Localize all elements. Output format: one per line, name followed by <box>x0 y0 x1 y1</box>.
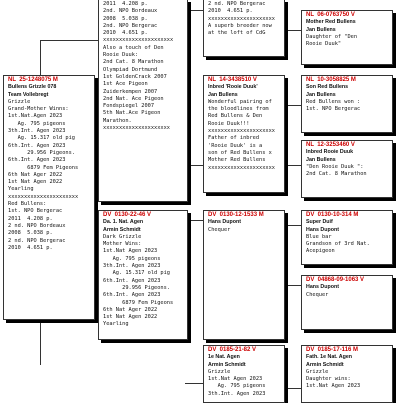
detail-line: xxxxxxxxxxxxxxxxxxxxx <box>208 164 275 171</box>
detail-line: xxxxxxxxxxxxxxxxxxxxx <box>103 125 170 132</box>
pigeon-name: 1e Nat. Agen <box>208 354 240 361</box>
ring-number: DV 0130-10-314 M <box>306 212 359 218</box>
owner-name: Armin Schmidt <box>103 226 141 233</box>
detail-line: Daughter wins: <box>306 376 351 383</box>
detail-line: at the loft of CdG <box>208 30 266 37</box>
detail-line: Ag. 795 pigeons <box>103 255 161 262</box>
pigeon-name: Da. 1. Nat. Agen <box>103 219 144 226</box>
detail-line: xxxxxxxxxxxxxxxxxxxxxx <box>8 193 79 200</box>
owner-name: Jan Bullens <box>306 91 336 98</box>
connector-line <box>40 40 41 75</box>
detail-line: 29.956 Pigeons. <box>8 149 75 156</box>
owner-name: Hans Dupont <box>306 284 339 291</box>
pigeon-name: Mother Red Bullens <box>306 19 356 26</box>
detail-line: Ag. 795 pigeons <box>208 383 266 390</box>
pigeon-name: Bullens Grizzle 078 <box>8 84 57 91</box>
connector-line <box>285 105 301 106</box>
detail-line: 1st. NPO Bergerac <box>306 106 361 113</box>
detail-line: Fondspiegel 2007 <box>103 103 155 110</box>
owner-name: Hans Dupont <box>306 226 339 233</box>
detail-line: Rooie Duuk" <box>306 41 342 48</box>
detail-line: 1st.Nat Agen 2023 <box>103 248 158 255</box>
detail-line: Grand-Mother Winns: <box>8 106 69 113</box>
detail-line: 6879 Fem Pigeons <box>8 164 79 171</box>
detail-line: 2010 4.651 p. <box>208 8 253 15</box>
ring-number: NL 14-3438510 V <box>208 77 257 83</box>
detail-line: 1st GoldenCrack 2007 <box>103 73 167 80</box>
pigeon-card-sire-bottom <box>98 210 188 340</box>
ring-number: DV 0130-12-1533 M <box>208 212 264 218</box>
detail-line: 2 nd. NPO Bordeaux <box>8 222 66 229</box>
pigeon-name: Inbred Rooie Duuk <box>306 149 354 156</box>
detail-line: 1st.Nat Agen 2023 <box>306 383 361 390</box>
detail-line: Father of inbred <box>208 135 260 142</box>
detail-line: 2 nd. NPO Bergerac <box>8 237 66 244</box>
detail-line: Ag. 15.317 old pig <box>8 135 75 142</box>
detail-line: Acepigeon <box>306 248 335 255</box>
detail-line: Red Bullens won : <box>306 98 361 105</box>
ring-number: NL 12-3253460 V <box>306 142 355 148</box>
detail-line: 1st Ace Pigeon <box>103 81 148 88</box>
detail-line: 3th.Int. Agen 2023 <box>103 263 161 270</box>
pigeon-card-mother-red-bullens <box>301 10 393 65</box>
detail-line: 6879 Fem Pigeons <box>103 299 174 306</box>
pigeon-card-son-red-bullens <box>301 75 393 133</box>
detail-line: 6th.Int. Agen 2023 <box>8 157 66 164</box>
pigeon-name: Fath. 1e Nat. Agen <box>306 354 353 361</box>
detail-line: Grizzle <box>306 368 329 375</box>
detail-line: Grizzle <box>8 98 31 105</box>
ring-number: DV 0185-17-116 M <box>306 347 359 353</box>
detail-line: Wonderful pairing of <box>208 98 272 105</box>
connector-line <box>40 40 98 41</box>
detail-line: Ag. 15.317 old pig <box>103 270 170 277</box>
owner-name: Jan Bullens <box>306 26 336 33</box>
detail-line: 6th.Int. Agen 2023 <box>8 142 66 149</box>
ring-number: DV 0185-21-82 V <box>208 347 257 353</box>
detail-line: xxxxxxxxxxxxxxxxxxxxxx <box>103 37 174 44</box>
detail-line: "Den Rooie Duuk ": <box>306 163 364 170</box>
detail-line: 2 nd. NPO Bergerac <box>208 1 266 7</box>
detail-line: Rooie Duuk!!! <box>208 120 250 127</box>
detail-line: Mother Red Bullens <box>208 157 266 164</box>
pigeon-card-dam <box>3 75 95 320</box>
detail-line: the bloodlines from <box>208 106 269 113</box>
owner-name: Armin Schmidt <box>208 361 246 368</box>
detail-line: xxxxxxxxxxxxxxxxxxxxx <box>208 128 275 135</box>
detail-line: Zuiderkempen 2007 <box>103 88 158 95</box>
detail-line: 1st.Nat Agen 2023 <box>208 376 263 383</box>
detail-line: 6th.Int. Agen 2023 <box>103 292 161 299</box>
detail-line: Chequer <box>208 226 231 233</box>
detail-line: Yearling <box>8 186 34 193</box>
detail-line: Dark Grizzle <box>103 233 142 240</box>
detail-line: A superb breeder now <box>208 22 272 29</box>
pigeon-card-father-1e-nat-agen <box>301 345 393 403</box>
detail-line: Ag. 795 pigeons <box>8 120 66 127</box>
detail-line: Mother Wins: <box>103 241 142 248</box>
connector-line <box>285 30 301 31</box>
detail-line: Rooie Duuk: <box>103 52 139 59</box>
detail-line: 2nd Cat. 8 Marathon <box>103 59 164 66</box>
detail-line: 2008 5.038 p. <box>8 230 53 237</box>
detail-line: 3th.Int. Agen 2023 <box>208 390 266 397</box>
connector-line <box>285 388 301 389</box>
owner-name: Jan Bullens <box>208 91 238 98</box>
detail-line: 2nd. NPO Bergerac <box>103 22 158 29</box>
owner-name: Team Vollebregt <box>8 91 49 98</box>
pigeon-name: Son Red Bullens <box>306 84 349 91</box>
connector-line <box>285 165 301 166</box>
pigeon-name: Super Duif <box>306 219 333 226</box>
detail-line: 2010 4.651 p. <box>8 244 53 251</box>
pigeon-card-inbred-rooie-duuk-2 <box>301 140 393 198</box>
detail-line: Daughter of "Den <box>306 33 358 40</box>
detail-line: 2nd Nat. Ace Pigeon <box>103 95 164 102</box>
pigeon-card-inbred-rooie-duuk <box>203 75 285 193</box>
ring-number: DV 0130-22-46 V <box>103 212 152 218</box>
detail-line: Red Bullens & Den <box>208 113 263 120</box>
detail-line: 2010 4.651 p. <box>103 30 148 37</box>
ring-number: DV 04868-09-1063 V <box>306 277 365 283</box>
detail-line: 1st.Nat.Agen 2023 <box>8 113 63 120</box>
detail-line: 2011 4.208 p. <box>103 1 148 7</box>
connector-line <box>285 225 301 226</box>
detail-line: 1st Nat Agen 2022 <box>8 179 63 186</box>
connector-line <box>40 320 41 365</box>
owner-name: Armin Schmidt <box>306 361 344 368</box>
pigeon-card-1e-nat-agen <box>203 345 285 403</box>
pigeon-card-sire-top <box>98 0 188 202</box>
detail-line: 2008 5.038 p. <box>103 15 148 22</box>
detail-line: 'Rooie Duuk' is a <box>208 142 263 149</box>
detail-line: 1st. NPO Bergerac <box>8 208 63 215</box>
detail-line: 2nd Cat. 8 Marathon <box>306 171 367 178</box>
detail-line: 6th Nat Ager 2022 <box>103 306 158 313</box>
detail-line: Red Bullens: <box>8 201 47 208</box>
pigeon-card-hans-dupont-1063 <box>301 275 393 330</box>
connector-line <box>285 285 301 286</box>
detail-line: xxxxxxxxxxxxxxxxxxxxx <box>208 15 275 22</box>
detail-line: 1st Nat Agen 2022 <box>103 314 158 321</box>
detail-line: Also a touch of Den <box>103 44 164 51</box>
detail-line: 3th.Int. Agen 2023 <box>8 128 66 135</box>
detail-line: 2nd. NPO Bordeaux <box>103 8 158 15</box>
detail-line: Marathon. <box>103 117 132 124</box>
detail-line: 6th Nat Ager 2022 <box>8 171 63 178</box>
ring-number: NL 06-0763750 V <box>306 12 355 18</box>
detail-line: Yearling <box>103 321 129 328</box>
pigeon-card-grandsire-top <box>203 0 285 57</box>
detail-line: Olympiad Dortmund <box>103 66 158 73</box>
detail-line: 29.956 Pigeons. <box>103 284 170 291</box>
pigeon-card-hans-dupont-1533 <box>203 210 285 340</box>
ring-number: NL 10-3058825 M <box>306 77 356 83</box>
detail-line: 5th Nat.Ace Pigeon <box>103 110 161 117</box>
detail-line: Grandson of 3rd Nat. <box>306 241 370 248</box>
owner-name: Jan Bullens <box>306 156 336 163</box>
pigeon-name: Inbred 'Rooie Duuk' <box>208 84 258 91</box>
ring-number: NL 25-1248075 M <box>8 77 58 83</box>
detail-line: 2011 4.208 p. <box>8 215 53 222</box>
detail-line: son of Red Bullens x <box>208 149 272 156</box>
connector-line <box>185 383 203 384</box>
pigeon-card-super-duif <box>301 210 393 265</box>
owner-name: Hans Dupont <box>208 219 241 226</box>
detail-line: 6th.Int. Agen 2023 <box>103 277 161 284</box>
detail-line: Blue bar <box>306 233 332 240</box>
detail-line: Grizzle <box>208 368 231 375</box>
detail-line: Chequer <box>306 291 329 298</box>
